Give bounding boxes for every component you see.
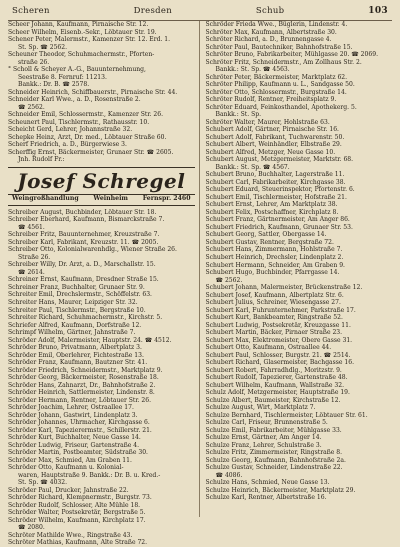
directory-entry: Schröter Paul, Bautechniker, Bahnhofstraße 15. [205,43,353,51]
directory-entry: Schubert Friedrich, Kaufmann, Grunaer Str. 53. [205,223,353,231]
directory-entry: Schröder Heinrich, Sattlermeister, Lindenstr. 8. [8,389,155,397]
directory-entry: Schriefer Alfred, Kaufmann, Dorfstraße 12. [8,321,142,329]
directory-entry: Schneider Karl Wwe., a. D., Rosenstraße 2. [8,96,141,104]
directory-entry: Schulze Ernst, Gärtner, Am Anger 14. [205,434,322,442]
page-header [8,6,392,21]
directory-entry: Schröter Mathilde Wwe., Ringstraße 43. [8,531,133,539]
directory-entry: Schubert Robert, Fahrradhdlg., Moritzstr. 9. [205,366,342,374]
directory-entry: Schubert Eduard, Steuerinspektor, Pfortenstr. 6. [205,186,355,194]
directory-entry: Schreiner Franz, Buchhalter, Grunaer Str. 9. [8,283,145,291]
directory-entry: Scheunert Paul, Tischlermstr., Rathausstr. 10. [8,118,150,126]
directory-entry: Schubert Martin, Bäcker, Pirnaer Straße 23. [205,329,343,337]
directory-entry: Schulze Fritz, Zimmermeister, Ringstraße 8. [205,449,343,457]
directory-entry: Schröder Joachim, Lehrer, Ostraallee 17. [8,404,134,412]
directory-entry: Schröder Paul, Drucker, Jahnstraße 22. [8,486,129,494]
directory-entry: Schröder Kurt, Buchhalter, Neue Gasse 14. [8,434,141,442]
directory-entry: Schröter Peter, Bäckermeister, Marktplatz 62. [205,73,348,81]
directory-entry: Schubert Josef, Kaufmann, Albertplatz Str. 6. [205,291,344,299]
directory-entry: Schubert Kurt, Bankbeamter, Ringstraße 52. [205,314,343,322]
directory-entry: Schreiber Karl, Fabrikant, Kreuzstr. 11. ☎ 2005. [8,238,159,246]
directory-entry: Schubert Karl, Fuhrunternehmer, Parkstraße 17. [205,306,356,314]
directory-entry: straße 26. [18,58,50,66]
ad-trade: Weingroßhandlung [12,194,79,202]
ad-details [8,195,195,202]
directory-entry: Scheicht Gerd, Lehrer, Johannstraße 32. [8,126,133,134]
left-top-entries [8,21,195,164]
ad-city: Weinheim [93,194,128,202]
directory-entry: Schröder Wilhelm, Kaufmann, Kirchplatz 17. [8,516,146,524]
directory-entry: Scherf Friedrich, a. D., Bürgerwiese 3. [8,141,127,149]
directory-entry: Schreiter Emil, Drechslermstr., Schöffelstr. 63. [8,291,152,299]
directory-entry: Schubert Max, Elektromeister, Obere Gasse 31. [205,336,353,344]
directory-entry: ☎ 2562. [18,103,45,111]
directory-entry: Schröder Franz, Kaufmann, Bautzner Str. 41. [8,359,148,367]
directory-entry: Schubert Heinrich, Drechsler, Lindenplatz 2. [205,253,344,261]
directory-entry: Schulze Georg, Kaufmann, Bahnhofstraße 2a. [205,456,346,464]
directory-entry: Schreiter Richard, Schuhmachermstr., Kirchstr. 5. [8,314,163,322]
directory-entry: ☎ 4561. [18,223,45,231]
directory-entry: Schubert Adolf, Fabrikant, Tuchwarenstr. 50. [205,133,345,141]
directory-entry: Schubert Wilhelm, Kaufmann, Wallstraße 32. [205,381,345,389]
directory-entry: St. Sp. ☎ 4032. [18,479,68,487]
directory-entry: Schreiber Willy, Dr. Arzt, a. D., Marschallstr. 15. [8,261,156,269]
directory-entry: Bankk.: Dr. B. ☎ 2578. [18,81,90,89]
directory-entry: Schneider Emil, Schlossermstr., Kamenzer Str. 26. [8,111,164,119]
directory-entry: Schubert Franz, Gärtnermeister, Am Anger 86. [205,216,350,224]
directory-entry: Schröder Johann, Gastwirt, Lindenplatz 3. [8,411,138,419]
directory-entry: Schubert Johann, Malermeister, Brückenstraße 12. [205,284,363,292]
directory-entry: Schreiber August, Buchbinder, Löbtauer Str. 18. [8,208,157,216]
directory-entry: Schröder Friedrich, Schneidermstr., Marktplatz 9. [8,366,163,374]
directory-entry: ☎ 2562. [215,276,243,284]
directory-entry: Schröter Fritz, Schneidermstr., Am Zollhaus Str. 2. [205,58,362,66]
directory-entry: Schröder Walter, Postsekretär, Bergstraße 5. [8,509,146,517]
ad-company-name: Josef Schregel [17,168,186,193]
page-number: 103 [368,6,388,16]
directory-entry: Schröter Eduard, Feinkosthandel, Apothekerg. 5. [205,103,357,111]
directory-entry: Straße 26. [18,253,51,261]
directory-entry: Schröder Johannes, Uhrmacher, Kirchgasse 6. [8,419,150,427]
directory-entry: Schubert Emil, Tischlermeister, Hofstraße 21. [205,193,347,201]
directory-entry: Schubert Bruno, Buchhalter, Lagerstraße 11. [205,171,345,179]
directory-entry: Schubert Hermann, Schneider, Am Graben 9. [205,261,345,269]
directory-entry: Schulze Heinrich, Bäckermeister, Marktplatz 29. [205,486,356,494]
header-right-word: Schub [255,6,285,16]
directory-entry: Jnh. Rudolf Fr.: [18,156,65,164]
directory-entry: Schubert Carl, Fabrikarbeiter, Kirchgasse 38. [205,178,346,186]
directory-entry: Bankk.: St. Sp. ☎ 4563. [215,66,290,74]
directory-entry: Schröder Max, Schmied, Am Graben 11. [8,456,132,464]
directory-entry: Schröder Karl, Tapezierermstr., Schillerstr. 21. [8,426,152,434]
header-center-word: Dresden [133,6,172,16]
directory-entry: Schröter Bruno, Fabrikarbeiter, Mühlgasse 20. ☎ 2069. [205,51,378,59]
directory-entry: Schulze Hans, Schmied, Neue Gasse 13. [205,479,330,487]
directory-entry: Schröter Mathias, Kaufmann, Alte Straße 72. [8,539,148,547]
directory-entry: ° Scholl & Scheyer A.-G., Bauunternehmung, [8,66,146,74]
directory-entry: Schröter Philipp, Kaufmann u. L., Sandgasse 50. [205,81,355,89]
directory-entry: Schubert Gustav, Rentner, Bergstraße 72. [205,238,334,246]
directory-entry: Schubert Richard, Glasermeister, Bachgasse 16. [205,359,354,367]
directory-entry: Schröter Richard, a. D., Brunnengasse 4. [205,36,332,44]
directory-entry: Schreiber Eberhard, Kaufmann, Bismarckstraße 7. [8,216,165,224]
directory-entry: Schneider Heinrich, Schiffbauerstr., Pirnaische Str. 44. [8,88,178,96]
directory-entry: Bankk.: St. Sp. ☎ 4567. [215,163,290,171]
directory-entry: Schulze August, Wirt, Marktplatz 7. [205,404,316,412]
right-entries [206,21,393,502]
directory-entry: Schröder Bruno, Privatmann, Albertplatz 3. [8,344,142,352]
directory-entry: Schubert Paul, Schlosser, Burgstr. 21. ☎ 2514. [205,351,351,359]
directory-entry: Schröter Rudolf, Rentner, Freiheitsplatz 9. [205,96,337,104]
directory-entry: Schubert Ernst, Lehrer, Am Marktplatz 38. [205,201,338,209]
advertisement-box [8,167,195,206]
directory-entry: Schubert Albert, Weinhändler, Elbstraße 29. [205,141,342,149]
directory-entry: Schubert Georg, Sattler, Obergasse 14. [205,231,327,239]
directory-entry: Scheer Wilhelm, Eisenb.-Sekr., Löbtauer Str. 19. [8,28,157,36]
directory-entry: Schröter Walter, Maurer, Hohlstraße 63. [205,118,330,126]
directory-entry: Schreiber Otto, Kolonialwarenhdlg., Wiener Straße 26. [8,246,177,254]
directory-entry: Scheuner Theodor, Schuhmachermstr., Pforten- [8,51,155,59]
right-column [206,21,393,517]
directory-entry: Schreiner Ernst, Kaufmann, Dresdner Straße 15. [8,276,159,284]
directory-entry: Schröter Max, Kaufmann, Albertstraße 30. [205,28,337,36]
directory-entry: Schulze Carl, Friseur, Brunnenstraße 5. [205,419,328,427]
directory-entry: Schubert Felix, Postschaffner, Kirchplatz 8. [205,208,339,216]
directory-entry: Schröder Adolf, Malermeister, Hauptstr. 24. ☎ 4512. [8,336,172,344]
directory-entry: Schulze Gustav, Schneider, Lindenstraße 22. [205,464,343,472]
directory-entry: Schröder Georg, Bäckermeister, Rosenstraße 18. [8,374,159,382]
directory-entry: Schröder Rudolf, Schlosser, Alte Mühle 18. [8,501,141,509]
directory-entry: Scherffig Ernst, Bäckermeister, Grunaer Str. ☎ 2605. [8,148,174,156]
directory-entry: Schröder Richard, Klempnermstr., Burgstr. 73. [8,494,152,502]
directory-entry: Schröder Hans, Zahnarzt, Dr., Bahnhofstraße 2. [8,381,156,389]
directory-entry: Schulze Bernhard, Tischlermeister, Löbtauer Str. 61. [205,411,368,419]
directory-entry: Schubert Alfred, Metzger, Neue Gasse 10. [205,148,336,156]
directory-entry: Schubert Adolf, Gärtner, Pirnaische Str. 16. [205,126,339,134]
directory-entry: Schener Peter, Malermstr., Kamenzer Str. 12. Erd. 1. [8,36,171,44]
directory-entry: ☎ 2080. [18,524,45,532]
directory-entry: Schubert August, Metzgermeister, Marktstr. 68. [205,156,354,164]
directory-entry: Schulze Karl, Rentner, Albertstraße 16. [205,494,327,502]
directory-entry: Schrimpf Wilhelm, Gärtner, Jahnstraße 7. [8,329,136,337]
left-bottom-entries [8,209,195,547]
directory-entry: Seestraße 8. Fernruf: 11213. [18,73,107,81]
directory-entry: Schröder Otto, Kaufmann u. Kolonial- [8,464,124,472]
directory-entry: Schröder Ludwig, Friseur, Gartenstraße 4. [8,441,140,449]
directory-entry: Bankk.: St. Sp. [215,111,262,119]
directory-entry: ☎ 2614. [18,268,45,276]
directory-entry: Schröder Frieda Wwe., Büglerin, Lindenstr. 4. [205,21,348,28]
header-left-word: Scheren [12,6,50,16]
left-column [8,21,200,547]
directory-entry: Schulze Albert, Baumeister, Kirchstraße 12. [205,396,341,404]
directory-entry: Schreiter Paul, Tischlermstr., Bergstraße 10. [8,306,146,314]
ad-phone: Fernspr. 2460 [142,194,191,202]
directory-entry: Schreiber Fritz, Bauunternehmer, Kreuzstraße 7. [8,231,160,239]
columns [8,21,392,547]
directory-entry: Schubert Julius, Schreiner, Wiesengasse 27. [205,299,341,307]
directory-entry: Schreiter Hans, Maurer, Leipziger Str. 32. [8,298,138,306]
directory-entry: Schröder Emil, Oberlehrer, Fichtestraße 13. [8,351,144,359]
directory-entry: Schulz Adolf, Metzgermeister, Hauptstraße 19. [205,389,350,397]
directory-entry: Schubert Hugo, Buchbinder, Pfarrgasse 14. [205,269,340,277]
directory-entry: Schubert Rudolf, Tapezierer, Gartenstraße 48. [205,374,348,382]
directory-entry: ☎ 4086. [215,471,243,479]
directory-entry: Schröter Otto, Schlossermstr., Burgstraße 14. [205,88,347,96]
directory-entry: Schubert Hans, Zimmermann, Hohlstraße 7. [205,246,343,254]
directory-entry: St. Sp. ☎ 2562. [18,43,68,51]
directory-entry: Schepke Heinz, Arzt, Dr. med., Löbtauer Straße 60. [8,133,167,141]
directory-entry: Schubert Otto, Kaufmann, Ostraallee 44. [205,344,332,352]
directory-entry: Schubert Ludwig, Postsekretär, Kreuzgasse 11. [205,321,351,329]
directory-entry: Schröder Hermann, Rentner, Löbtauer Str. 26. [8,396,152,404]
directory-entry: Schröder Martin, Postbeamter, Südstraße 30. [8,449,148,457]
directory-entry: Schulze Emil, Fabrikarbeiter, Mühlgasse 33. [205,426,342,434]
directory-entry: Schulze Franz, Lehrer, Schulstraße 3. [205,441,322,449]
directory-entry: Scheer Johann, Kaufmann, Pirnaische Str. 12. [8,21,149,28]
directory-entry: waren, Hauptstraße 9. Bankk.: Dr. B. u. Kred.- [18,471,161,479]
